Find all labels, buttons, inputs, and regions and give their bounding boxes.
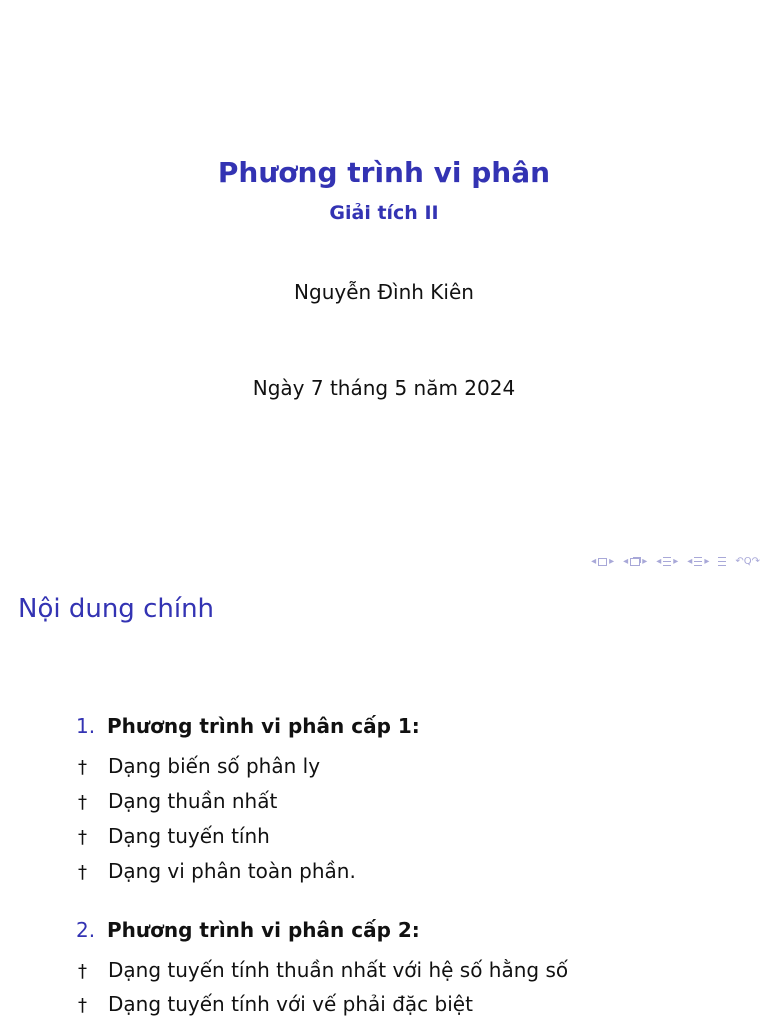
list-item-text: Dạng tuyến tính (108, 824, 270, 848)
list-item-text: Dạng tuyến tính thuần nhất với hệ số hằng số (108, 958, 569, 982)
list-item-text: Dạng thuần nhất (108, 789, 278, 813)
subitem-list (76, 754, 736, 894)
nav-section-group[interactable] (656, 556, 678, 567)
subsection-icon (630, 558, 640, 566)
nav-left-arrow-icon[interactable]: ◂ (591, 556, 597, 567)
list-item (76, 992, 736, 1024)
list-item (76, 789, 736, 824)
presentation-subtitle: Giải tích II (329, 202, 439, 224)
dagger-bullet-icon: † (78, 995, 87, 1016)
nav-right-arrow-icon[interactable]: ▸ (642, 556, 648, 567)
section-heading (76, 918, 736, 948)
nav-appendix-group[interactable] (718, 557, 726, 566)
dagger-bullet-icon: † (78, 757, 87, 778)
beamer-navigation-bar (585, 556, 760, 567)
list-item-text: Dạng vi phân toàn phần. (108, 859, 356, 883)
list-item (76, 958, 736, 992)
nav-frame-group[interactable] (591, 556, 614, 567)
list-item (76, 859, 736, 894)
frame-title: Nội dung chính (18, 594, 215, 624)
section-item (76, 918, 736, 1024)
section-heading (76, 714, 736, 744)
list-item-text: Dạng biến số phân ly (108, 754, 321, 778)
list-item (76, 754, 736, 789)
dagger-bullet-icon: † (78, 792, 87, 813)
list-item (76, 824, 736, 859)
nav-left-arrow-icon[interactable]: ◂ (687, 556, 693, 567)
document-icon (694, 557, 702, 566)
nav-search-controls[interactable] (735, 556, 760, 567)
frame-icon (598, 558, 607, 566)
list-item-text: Dạng tuyến tính với vế phải đặc biệt (108, 992, 473, 1016)
section-number: 1. (76, 714, 96, 738)
nav-right-arrow-icon[interactable]: ▸ (609, 556, 615, 567)
dagger-bullet-icon: † (78, 827, 87, 848)
dagger-bullet-icon: † (78, 961, 87, 982)
section-item (76, 714, 736, 894)
section-label: Phương trình vi phân cấp 2: (107, 918, 420, 942)
contents-slide (0, 576, 768, 1024)
search-undo-redo-icon[interactable]: ↶Q↷ (735, 556, 760, 567)
section-icon (663, 557, 671, 566)
nav-subsection-group[interactable] (623, 556, 647, 567)
nav-document-group[interactable] (687, 556, 709, 567)
nav-left-arrow-icon[interactable]: ◂ (656, 556, 662, 567)
nav-right-arrow-icon[interactable]: ▸ (704, 556, 710, 567)
presentation-title: Phương trình vi phân (217, 156, 551, 189)
presentation-date: Ngày 7 tháng 5 năm 2024 (252, 376, 516, 400)
author-name: Nguyễn Đình Kiên (294, 280, 474, 304)
section-number: 2. (76, 918, 96, 942)
section-label: Phương trình vi phân cấp 1: (107, 714, 420, 738)
nav-right-arrow-icon[interactable]: ▸ (673, 556, 679, 567)
subitem-list (76, 958, 736, 1024)
nav-left-arrow-icon[interactable]: ◂ (623, 556, 629, 567)
appendix-icon[interactable] (718, 557, 726, 566)
dagger-bullet-icon: † (78, 862, 87, 883)
